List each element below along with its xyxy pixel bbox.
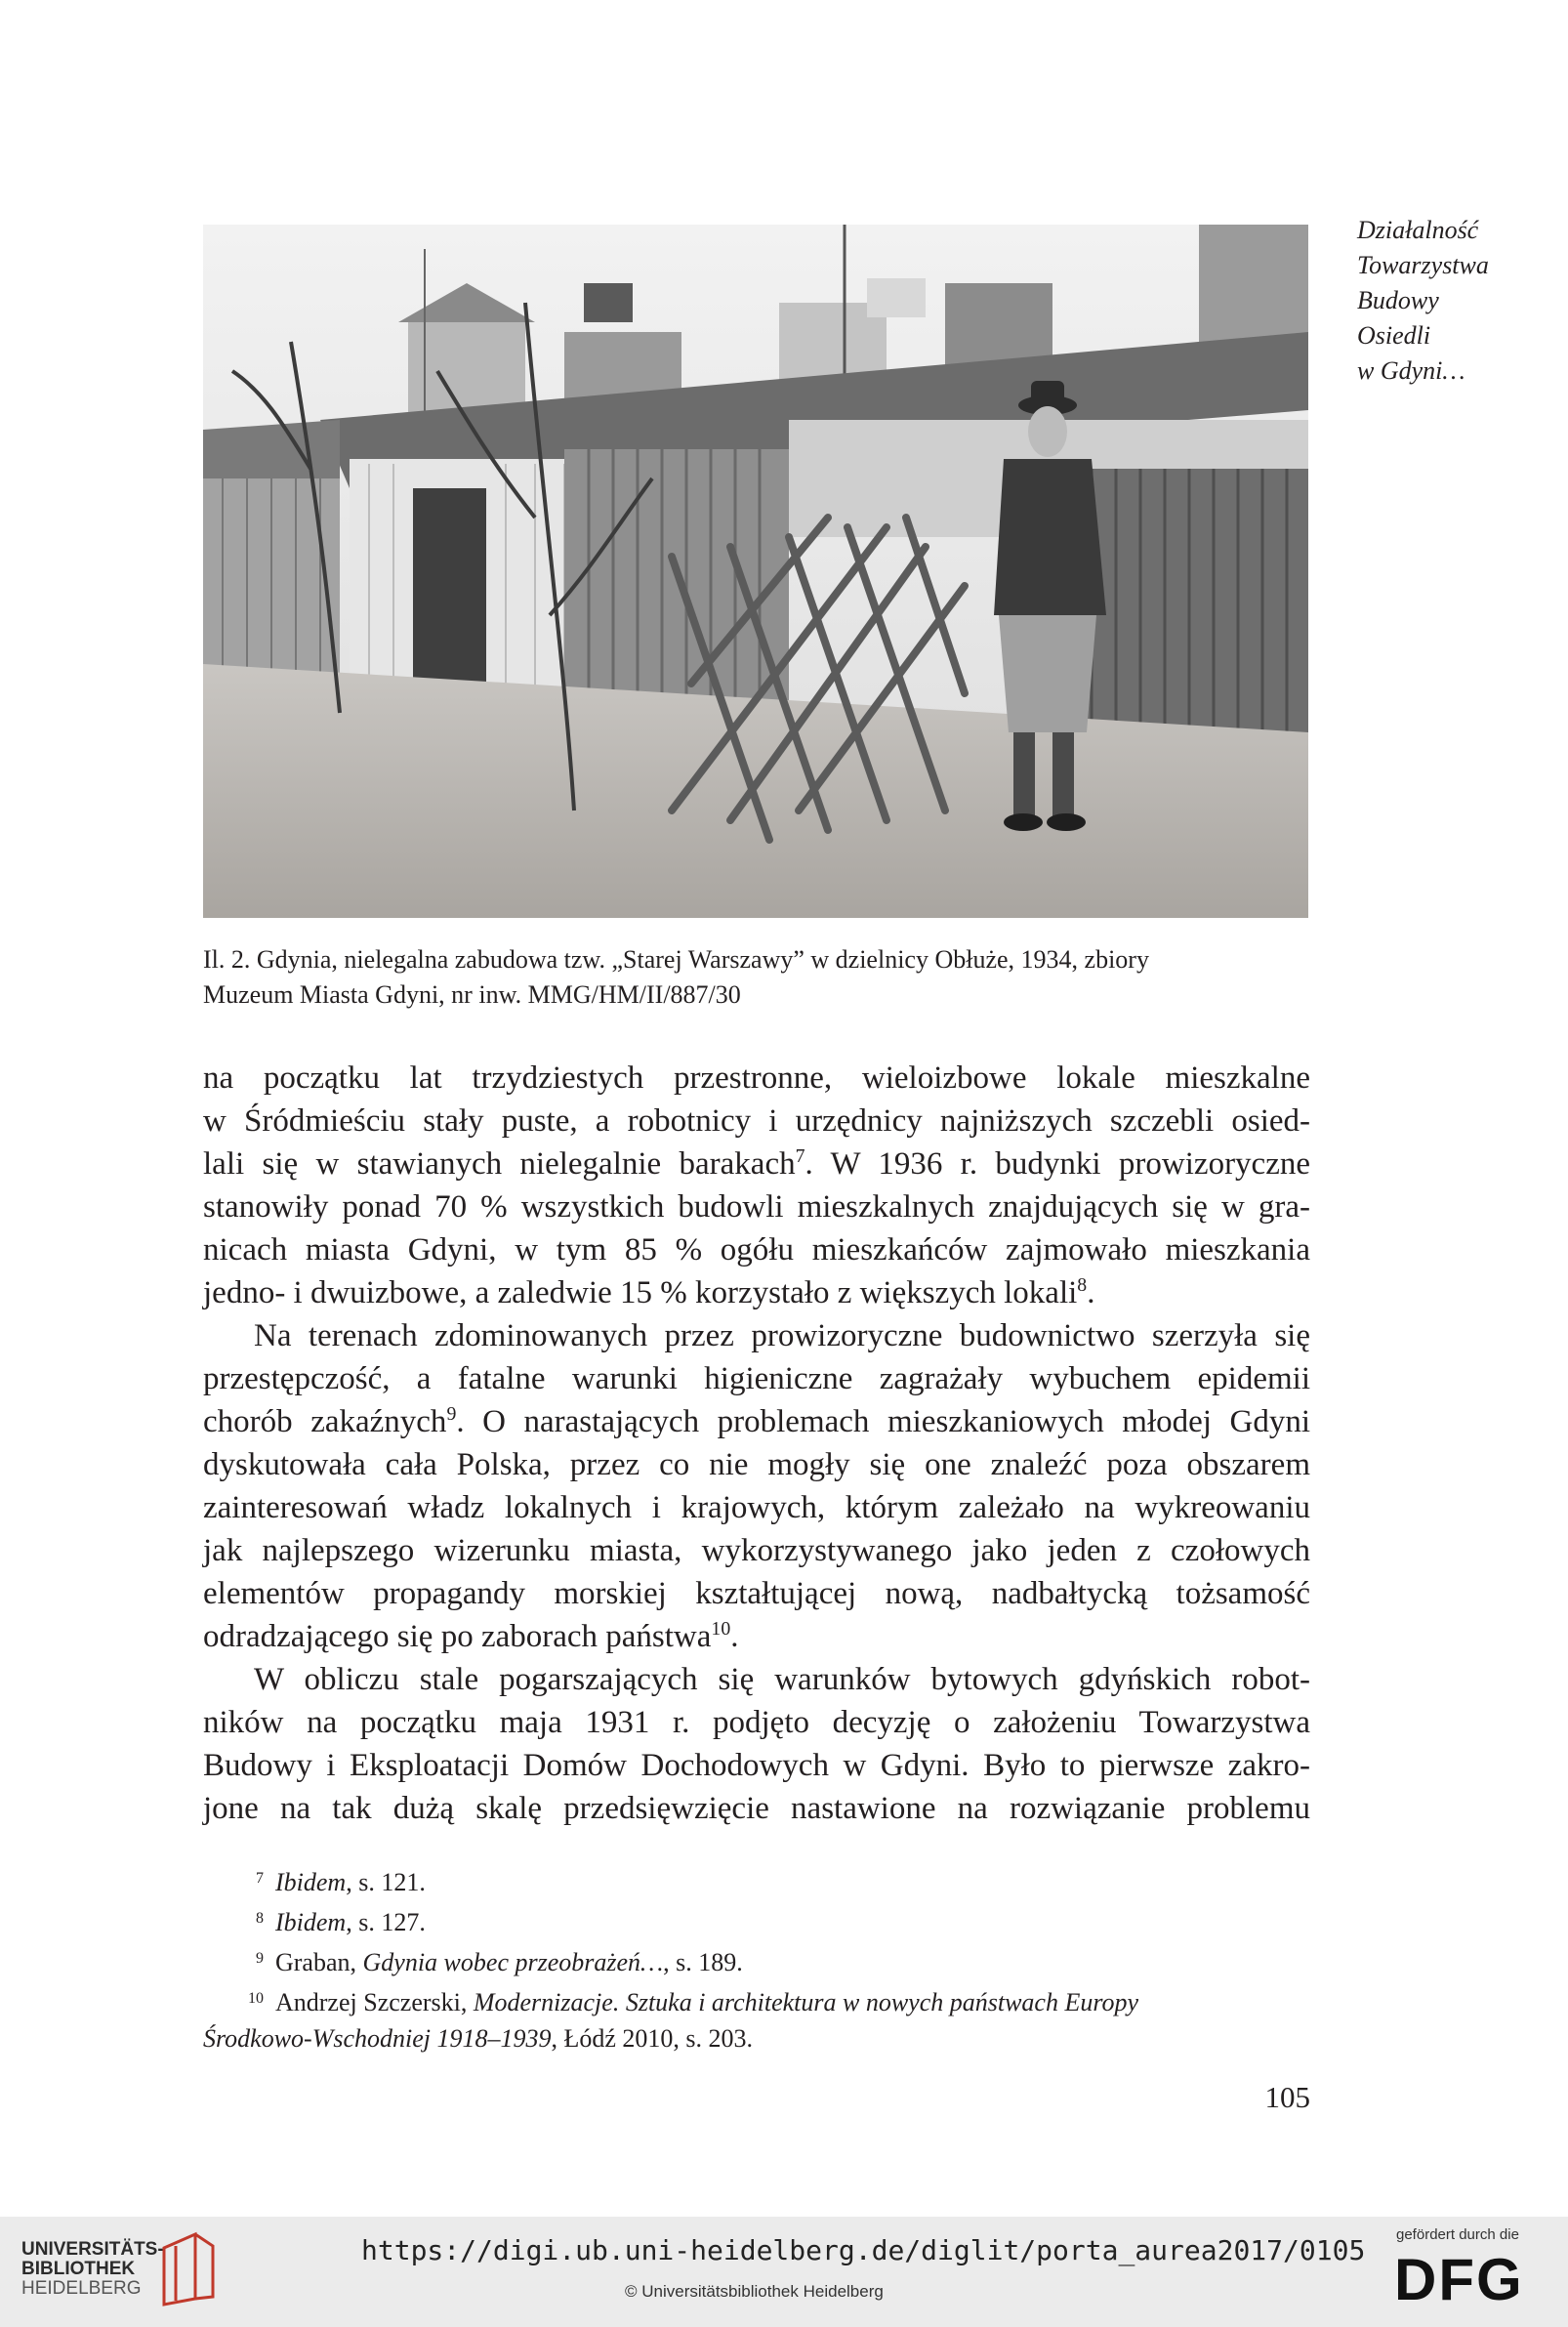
dfg-logo[interactable]: DFG	[1394, 2247, 1524, 2312]
body-line: w Śródmieściu stały puste, a robotnicy i urzędnicy najniższych szczebli osied-	[203, 1103, 1310, 1139]
body-text-fragment: . O narastających problemach mieszkaniowych młodej Gdyni	[456, 1404, 1310, 1439]
body-line: przestępczość, a fatalne warunki higieniczne zagrażały wybuchem epidemii	[203, 1361, 1310, 1396]
footnote-text: , s. 121.	[346, 1868, 426, 1896]
library-logo-icon	[156, 2228, 219, 2308]
footer-band	[0, 2217, 1568, 2327]
running-head-line: Osiedli	[1357, 321, 1431, 350]
body-text-fragment: .	[1087, 1275, 1095, 1310]
footnote-text: Andrzej Szczerski,	[275, 1988, 474, 2016]
footnote-text: , s. 189.	[663, 1948, 743, 1976]
running-head	[1357, 213, 1552, 389]
footnote-italic: Gdynia wobec przeobrażeń…	[362, 1948, 664, 1976]
photograph-illustration	[203, 225, 1308, 918]
footnote-italic: Ibidem	[275, 1868, 347, 1896]
running-head-line: Towarzystwa	[1357, 251, 1489, 279]
dfg-funding-label: gefördert durch die	[1396, 2226, 1519, 2243]
body-line: Budowy i Eksploatacji Domów Dochodowych w Gdyni. Było to pierwsze zakro-	[203, 1748, 1310, 1783]
note-reference: 7	[795, 1145, 805, 1167]
body-text-fragment: . W 1936 r. budynki prowizoryczne	[805, 1146, 1310, 1182]
footnote-number: 9	[256, 1950, 264, 1967]
body-line: dyskutowała cała Polska, przez co nie mogły się one znaleźć poza obszarem	[203, 1447, 1310, 1482]
page-number: 105	[1264, 2080, 1310, 2114]
body-line: na początku lat trzydziestych przestronne, wieloizbowe lokale mieszkalne	[203, 1060, 1310, 1096]
footer-copyright: © Universitätsbibliothek Heidelberg	[625, 2282, 884, 2301]
running-head-line: Działalność	[1357, 216, 1479, 244]
body-line: jak najlepszego wizerunku miasta, wykorzystywanego jako jeden z czołowych	[203, 1533, 1310, 1568]
library-name-line: UNIVERSITÄTS-	[21, 2239, 164, 2260]
footnote	[203, 1980, 1310, 2020]
footnote-number: 7	[256, 1870, 264, 1887]
footnote-italic: Środkowo-Wschodniej 1918–1939	[203, 2024, 552, 2053]
body-line: Na terenach zdominowanych przez prowizoryczne budownictwo szerzyła się	[254, 1318, 1310, 1353]
body-line: stanowiły ponad 70 % wszystkich budowli mieszkalnych znajdujących się w gra-	[203, 1189, 1310, 1225]
body-text-fragment: lali się w stawianych nielegalnie barakach	[203, 1146, 796, 1182]
body-text	[203, 1057, 1310, 1830]
note-reference: 10	[711, 1618, 731, 1640]
body-line	[203, 1143, 1310, 1185]
body-text-fragment: odradzającego się po zaborach państwa	[203, 1619, 712, 1654]
footnote-text: , s. 127.	[346, 1908, 426, 1936]
footnote	[203, 1940, 1310, 1980]
note-reference: 9	[446, 1403, 457, 1425]
footnote-number: 8	[256, 1910, 264, 1927]
footnote	[203, 1860, 1310, 1900]
body-text-fragment: .	[730, 1619, 739, 1654]
body-line: elementów propagandy morskiej kształtującej nową, nadbałtycką tożsamość	[203, 1576, 1310, 1611]
footnote-italic: Ibidem	[275, 1908, 347, 1936]
running-head-line: Budowy	[1357, 286, 1439, 314]
footnote-italic: Modernizacje. Sztuka i architektura w nowych państwach Europy	[473, 1988, 1139, 2016]
footnote-text: Graban,	[275, 1948, 363, 1976]
footnote	[203, 1900, 1310, 1940]
running-head-line: w Gdyni…	[1357, 356, 1465, 385]
footnotes	[203, 1860, 1310, 2057]
body-text-fragment: chorób zakaźnych	[203, 1404, 447, 1439]
footnote-text: , Łódź 2010, s. 203.	[551, 2024, 754, 2053]
body-line: W obliczu stale pogarszających się warunków bytowych gdyńskich robot-	[254, 1662, 1310, 1697]
body-text-fragment: jedno- i dwuizbowe, a zaledwie 15 % korzystało z większych lokali	[203, 1275, 1078, 1310]
footer-url-link[interactable]: https://digi.ub.uni-heidelberg.de/diglit/porta_aurea2017/0105	[361, 2234, 1366, 2266]
note-reference: 8	[1077, 1274, 1088, 1296]
footnote-continuation	[203, 2020, 1310, 2057]
caption-line: Muzeum Miasta Gdyni, nr inw. MMG/HM/II/887/30	[203, 980, 741, 1009]
body-line: jone na tak dużą skalę przedsięwzięcie nastawione na rozwiązanie problemu	[203, 1791, 1310, 1826]
body-line	[203, 1271, 1310, 1314]
body-line	[203, 1400, 1310, 1443]
body-line	[203, 1615, 1310, 1658]
body-line: nicach miasta Gdyni, w tym 85 % ogółu mieszkańców zajmowało mieszkania	[203, 1232, 1310, 1267]
footnote-number: 10	[248, 1990, 264, 2007]
caption-line: Il. 2. Gdynia, nielegalna zabudowa tzw. „Starej Warszawy” w dzielnicy Obłuże, 1934, zbiory	[203, 945, 1149, 974]
figure-caption	[203, 942, 1316, 1013]
library-name-line: BIBLIOTHEK	[21, 2259, 136, 2279]
library-name-line: HEIDELBERG	[21, 2278, 142, 2299]
historical-photograph	[203, 225, 1308, 918]
body-line: ników na początku maja 1931 r. podjęto decyzję o założeniu Towarzystwa	[203, 1705, 1310, 1740]
body-line: zainteresowań władz lokalnych i krajowych, którym zależało na wykreowaniu	[203, 1490, 1310, 1525]
